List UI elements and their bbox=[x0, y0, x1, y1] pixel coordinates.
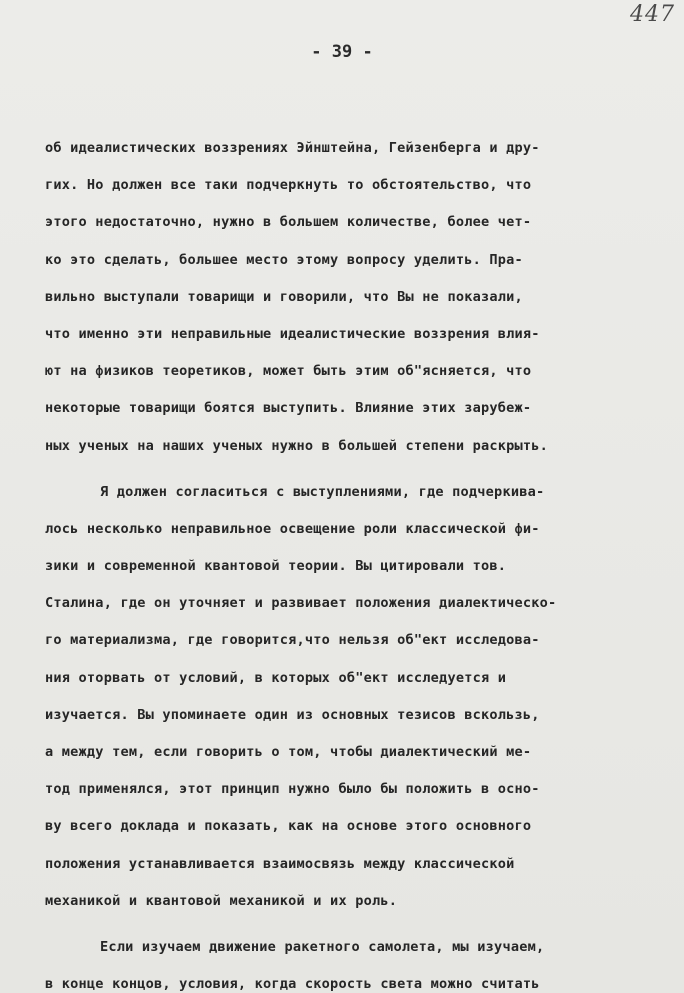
text-line: ют на физиков теоретиков, может быть этим об"ясняется, что bbox=[45, 363, 532, 380]
text-line: Если изучаем движение ракетного самолета, мы изучаем, bbox=[100, 938, 545, 955]
archive-page-number: 447 bbox=[630, 2, 675, 27]
text-line: лось несколько неправильное освещение роли классической фи- bbox=[45, 520, 540, 537]
text-line: Сталина, где он уточняет и развивает положения диалектическо- bbox=[45, 595, 557, 612]
paragraph-2 bbox=[45, 474, 684, 920]
text-line: этого недостаточно, нужно в большем количестве, более чет- bbox=[45, 214, 532, 231]
text-line: тод применялся, этот принцип нужно было бы положить в осно- bbox=[45, 781, 540, 798]
text-line: ко это сделать, большее место этому вопросу уделить. Пра- bbox=[45, 251, 523, 268]
text-line: го материализма, где говорится,что нельзя об"ект исследова- bbox=[45, 632, 540, 649]
text-line: изучается. Вы упоминаете один из основных тезисов вскользь, bbox=[45, 706, 540, 723]
page-number: - 39 - bbox=[311, 42, 373, 62]
text-line: механикой и квантовой механикой и их роль. bbox=[45, 892, 398, 909]
text-line: ных ученых на наших ученых нужно в большей степени раскрыть. bbox=[45, 437, 549, 454]
text-line: что именно эти неправильные идеалистические воззрения влия- bbox=[45, 325, 540, 342]
paragraph-gap bbox=[45, 920, 684, 929]
text-line: в конце концов, условия, когда скорость света можно считать bbox=[45, 976, 540, 993]
text-line: ву всего доклада и показать, как на основе этого основного bbox=[45, 818, 532, 835]
text-line: положения устанавливается взаимосвязь между классической bbox=[45, 855, 515, 872]
paragraph-gap bbox=[45, 465, 684, 474]
text-line: ния оторвать от условий, в которых об"ект исследуется и bbox=[45, 669, 507, 686]
text-line: об идеалистических воззрениях Эйнштейна, Гейзенберга и дру- bbox=[45, 140, 540, 156]
text-line: гих. Но должен все таки подчеркнуть то обстоятельство, что bbox=[45, 177, 532, 194]
text-line: вильно выступали товарищи и говорили, что Вы не показали, bbox=[45, 288, 523, 305]
body-text bbox=[45, 130, 684, 993]
text-line: зики и современной квантовой теории. Вы цитировали тов. bbox=[45, 558, 507, 575]
text-line: Я должен согласиться с выступлениями, где подчеркива- bbox=[100, 483, 545, 500]
paragraph-3 bbox=[45, 929, 684, 993]
paragraph-1 bbox=[45, 130, 684, 465]
text-line: а между тем, если говорить о том, чтобы диалектический ме- bbox=[45, 744, 532, 760]
text-line: некоторые товарищи боятся выступить. Влияние этих зарубеж- bbox=[45, 400, 532, 417]
